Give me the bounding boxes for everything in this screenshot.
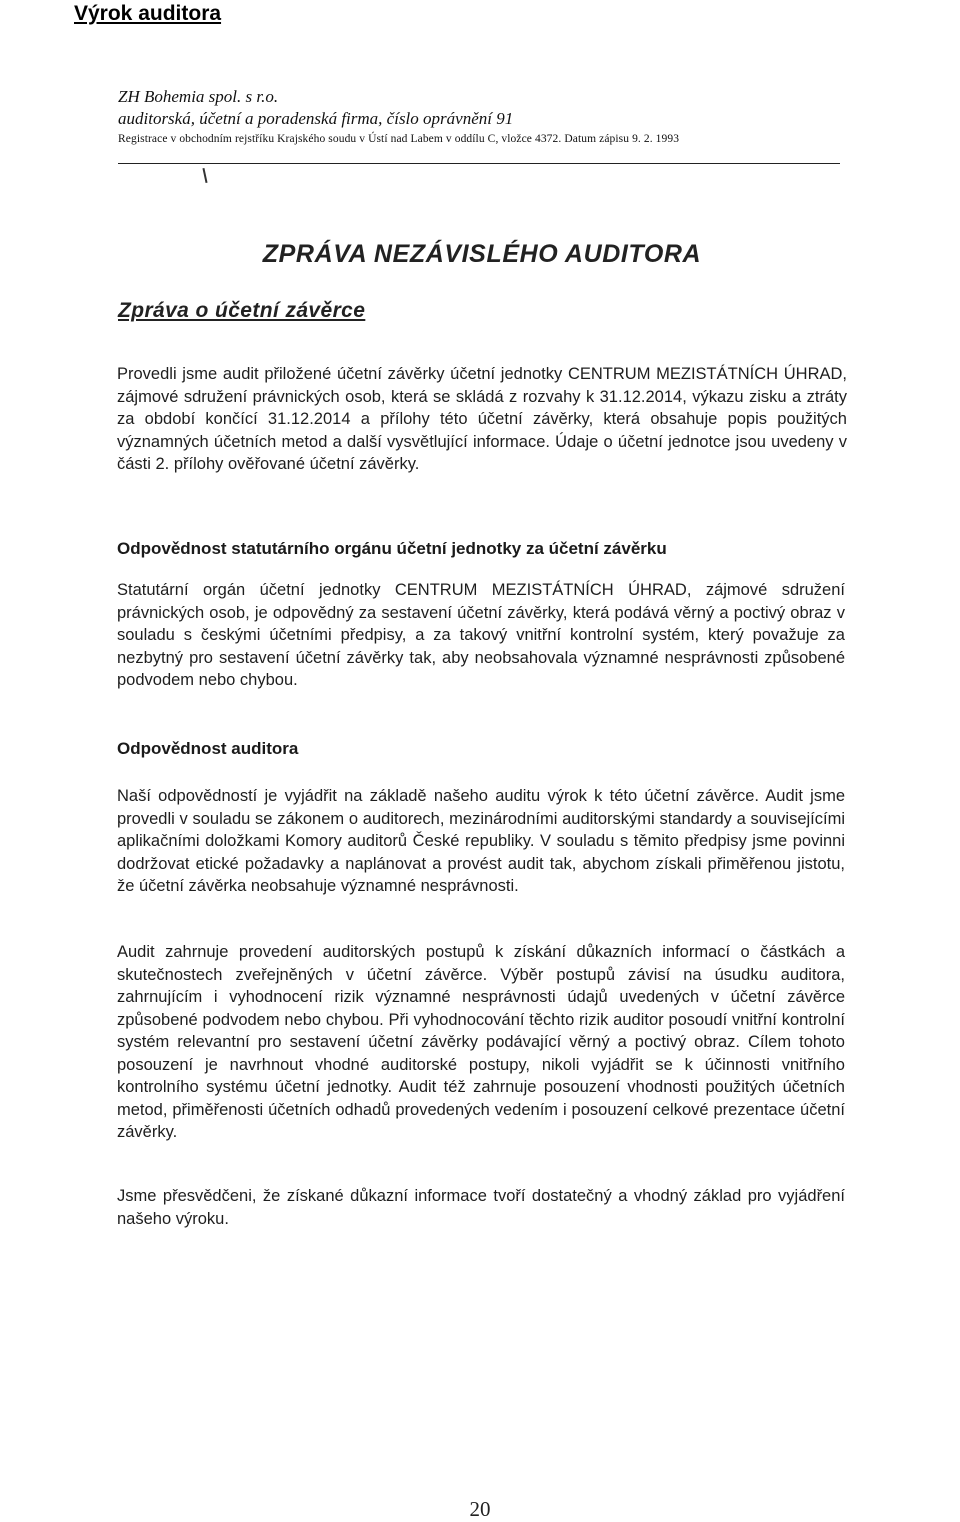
auditor-responsibility-paragraph-1: Naší odpovědností je vyjádřit na základě našeho auditu výrok k této účetní závěrce. Audit jsme provedli v souladu se zákonem o auditorech, mezinárodními auditorskými standardy a souvisejícími aplikačními doložkami Komory auditorů České republiky. V souladu s těmito předpisy jsme povinni dodržovat etické požadavky a naplánovat a provést audit tak, abychom získali přiměřenou jistotu, že účetní závěrka neobsahuje významné nesprávnosti. [117,787,845,895]
auditor-responsibility-heading: Odpovědnost auditora [117,739,299,758]
firm-description: auditorská, účetní a poradenská firma, číslo oprávnění 91 [118,109,514,128]
section-heading: Výrok auditora [74,2,222,25]
report-subtitle: Zpráva o účetní závěrce [118,299,366,322]
page-number: 20 [469,1497,491,1521]
report-title: ZPRÁVA NEZÁVISLÉHO AUDITORA [262,240,702,268]
statutory-responsibility-paragraph: Statutární orgán účetní jednotky CENTRUM MEZISTÁTNÍCH ÚHRAD, zájmové sdružení právnických osob, je odpovědný za sestavení účetní závěrky, která podává věrný a poctivý obraz v souladu s českými účetními předpisy, a za takový vnitřní kontrolní systém, který považuje za nezbytný pro sestavení účetní závěrky tak, aby neobsahovala významné nesprávnosti způsobené podvodem nebo chybou. [117,581,845,689]
firm-header [118,86,878,147]
intro-paragraph: Provedli jsme audit přiložené účetní závěrky účetní jednotky CENTRUM MEZISTÁTNÍCH ÚHRAD, zájmové sdružení právnických osob, která se skládá z rozvahy k 31.12.2014, výkazu zisku a ztráty za období končící 31.12.2014 a přílohy této účetní závěrky, která obsahuje popis použitých významných účetních metod a další vysvětlující informace. Údaje o účetní jednotce jsou uvedeny v části 2. přílohy ověřované účetní závěrky. [117,365,847,473]
firm-name: ZH Bohemia spol. s r.o. [118,87,279,106]
auditor-responsibility-paragraph-3: Jsme přesvědčeni, že získané důkazní informace tvoří dostatečný a vhodný základ pro vyjádření našeho výroku. [117,1187,845,1228]
auditor-responsibility-paragraph-2: Audit zahrnuje provedení auditorských postupů k získání důkazních informací o částkách a skutečnostech zveřejněných v účetní závěrce. Výběr postupů závisí na úsudku auditora, zahrnujícím i vyhodnocení rizik významné nesprávnosti údajů uvedených v účetní závěrce způsobené podvodem nebo chybou. Při vyhodnocování těchto rizik auditor posoudí vnitřní kontrolní systém relevantní pro sestavení účetní závěrky podávající věrný a poctivý obraz. Cílem tohoto posouzení je navrhnout vhodné auditorské postupy, nikoli vyjádřit se k účinnosti vnitřního kontrolního systému účetní jednotky. Audit též zahrnuje posouzení vhodnosti použitých účetních metod, přiměřenosti účetních odhadů provedených vedením i posouzení celkové prezentace účetní závěrky. [117,943,845,1141]
firm-registration: Registrace v obchodním rejstříku Krajského soudu v Ústí nad Labem v oddílu C, vložce 4372. Datum zápisu 9. 2. 1993 [118,133,680,145]
header-divider [118,163,840,164]
statutory-responsibility-heading: Odpovědnost statutárního orgánu účetní jednotky za účetní závěrku [117,539,667,558]
